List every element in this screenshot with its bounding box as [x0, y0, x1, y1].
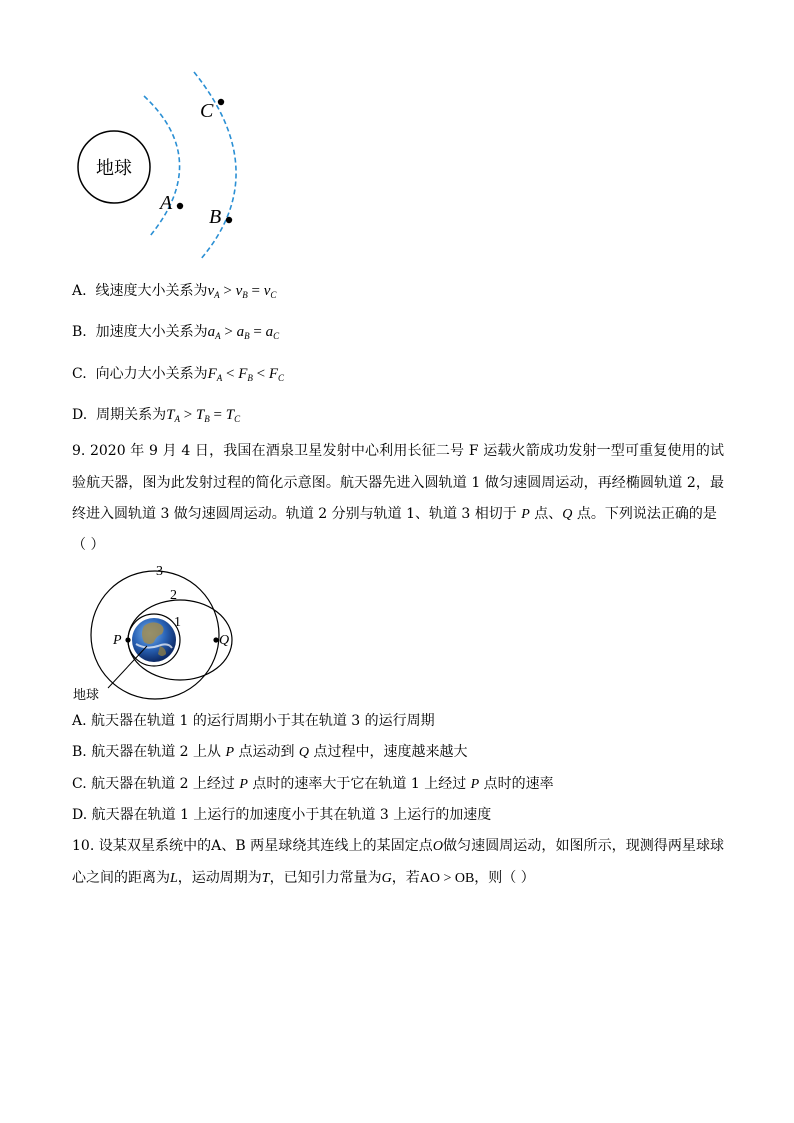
q9-option-a: A. 航天器在轨道 1 的运行周期小于其在轨道 3 的运行周期: [72, 713, 435, 729]
label-a: A: [160, 192, 173, 214]
point-p-label: P: [113, 633, 122, 648]
orbit-transfer-figure: [70, 560, 240, 705]
q9-option-b: B. 航天器在轨道 2 上从 P 点运动到 Q 点过程中，速度越来越大: [72, 744, 468, 760]
earth-label: 地球: [96, 158, 132, 179]
q8-option-a: A. 线速度大小关系为$v_A > v_B = v_C$: [72, 283, 277, 300]
q8-option-b: B. 加速度大小关系为$a_A > a_B = a_C$: [72, 324, 280, 341]
q9-option-d: D. 航天器在轨道 1 上运行的加速度小于其在轨道 3 上运行的加速度: [72, 807, 492, 823]
orbit-3-label: 3: [156, 564, 163, 579]
orbit-2-label: 2: [170, 588, 177, 603]
label-c: C: [200, 100, 214, 122]
satellite-c-dot: [218, 99, 224, 105]
satellite-orbit-figure: [70, 68, 260, 263]
point-q-label: Q: [219, 633, 230, 648]
q10-stem: 10. 设某双星系统中的A、B 两星球绕其连线上的某固定点O做匀速圆周运动，如图所示，现测得两星球球心之间的距离为L，运动周期为T，已知引力常量为G，若AO > OB，则（ ）: [72, 838, 725, 886]
satellite-b-dot: [226, 217, 232, 223]
satellite-a-dot: [177, 203, 183, 209]
label-b: B: [209, 206, 222, 228]
q9-stem: 9. 2020 年 9 月 4 日，我国在酒泉卫星发射中心利用长征二号 F 运载火箭成功发射一型可重复使用的试验航天器，图为此发射过程的简化示意图。航天器先进入圆轨道 1 做匀速圆周运动，再经椭圆轨道 2，最终进入圆轨道 3 做匀速圆周运动。轨道 2 分别与轨道 1、轨道 3 相切于 P 点、Q 点。下列说法正确的是: [72, 443, 724, 522]
orbit-1-label: 1: [174, 615, 181, 630]
q9-answer-bracket: （ ）: [72, 537, 105, 553]
q8-option-d: D. 周期关系为$T_A > T_B = T_C$: [72, 407, 241, 424]
point-q-dot: [213, 637, 218, 642]
earth-pointer-label: 地球: [73, 688, 100, 703]
q9-option-c: C. 航天器在轨道 2 上经过 P 点时的速率大于它在轨道 1 上经过 P 点时的速率: [72, 776, 554, 792]
point-p-dot: [125, 637, 130, 642]
q8-option-c: C. 向心力大小关系为$F_A < F_B < F_C$: [72, 366, 285, 383]
